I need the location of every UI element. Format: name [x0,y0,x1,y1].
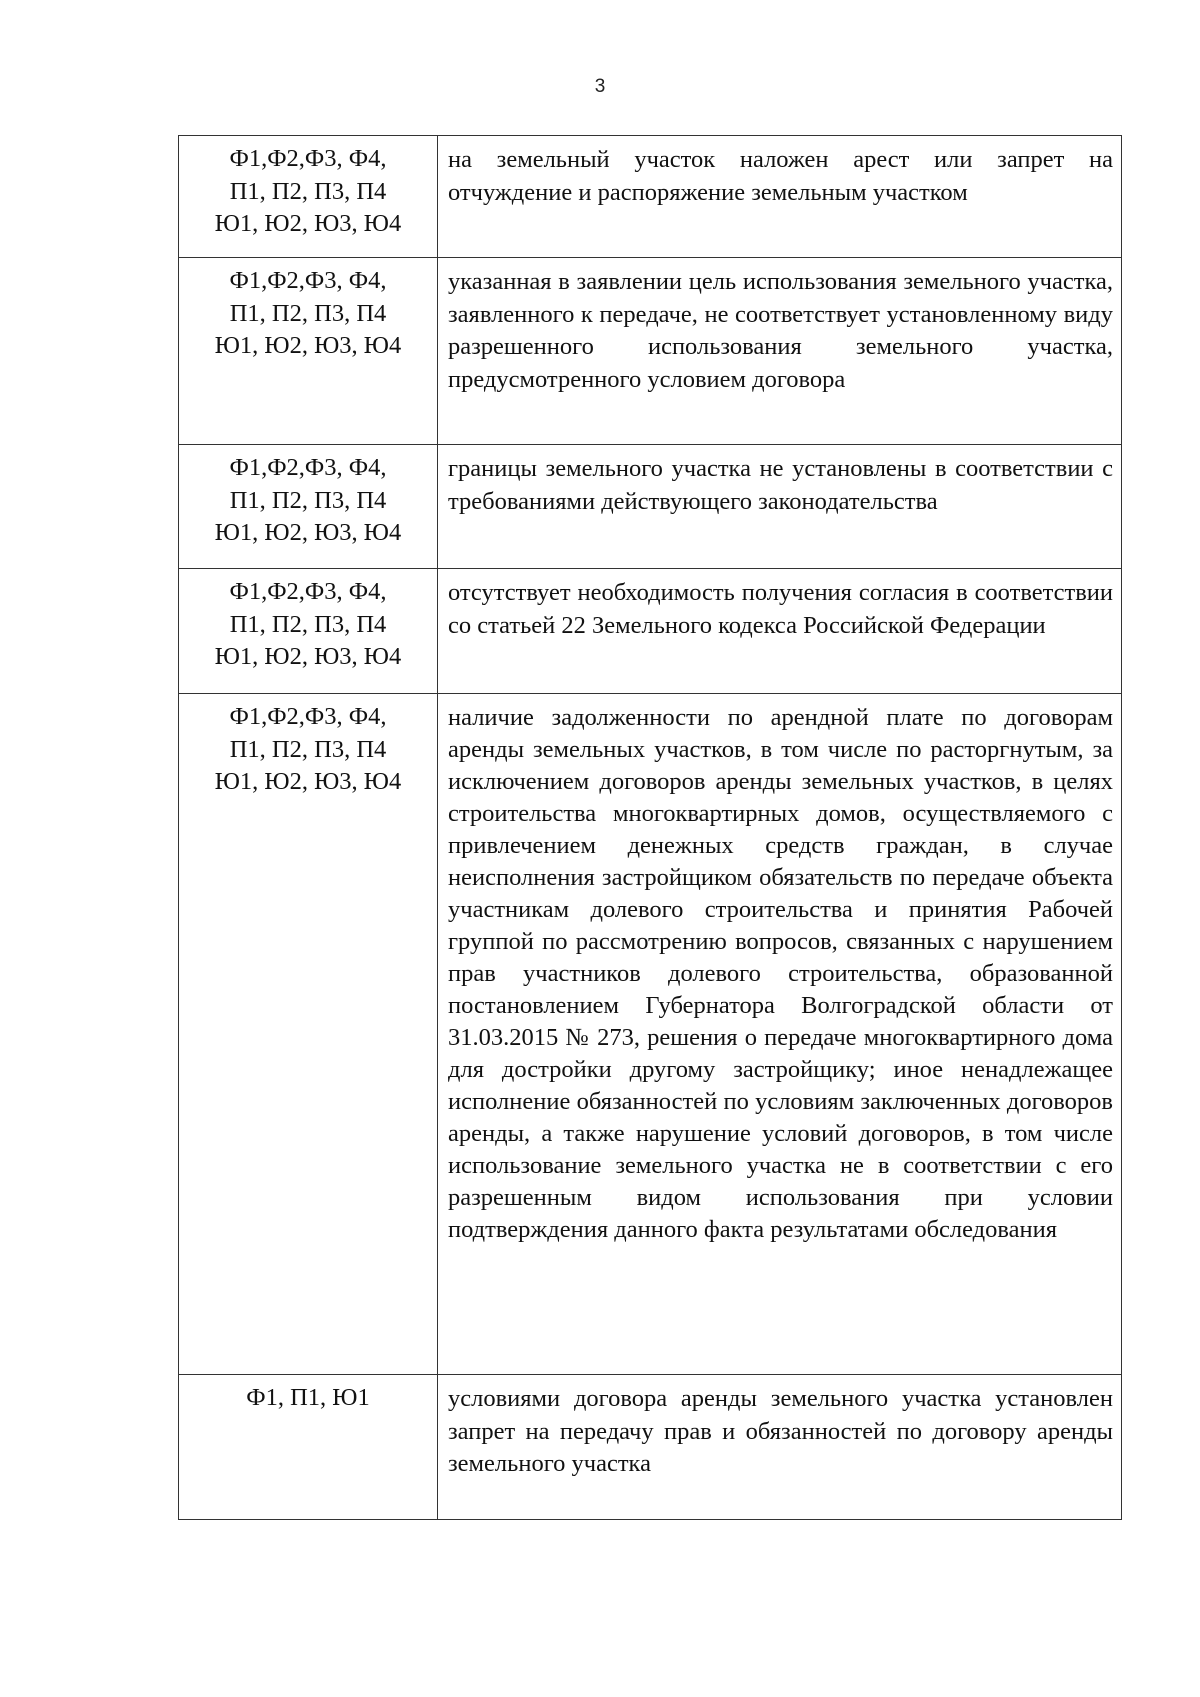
table-row [179,445,1122,569]
table-row [179,136,1122,258]
code-line: П1, П2, П3, П4 [229,486,387,514]
condition-text: условиями договора аренды земельного участка установлен запрет на передачу прав и обязанностей по договору аренды земельного участка [438,1375,1122,1520]
applicant-codes-cell [179,1375,438,1520]
table-row [179,569,1122,694]
code-line: Ф1,Ф2,Ф3, Ф4, [229,145,387,172]
code-line: Ф1,Ф2,Ф3, Ф4, [229,703,387,730]
code-line: Ю1, Ю2, Ю3, Ю4 [214,768,402,795]
applicant-codes-cell [179,258,438,445]
applicant-codes-cell [179,569,438,694]
condition-text: отсутствует необходимость получения согласия в соответствии со статьей 22 Земельного кодекса Российской Федерации [438,569,1122,694]
code-line: П1, П2, П3, П4 [229,735,387,763]
code-line: Ф1,Ф2,Ф3, Ф4, [229,454,387,481]
applicant-codes-cell [179,445,438,569]
condition-text: наличие задолженности по арендной плате по договорам аренды земельных участков, в том числе по расторгнутым, за исключением договоров аренды земельных участков, в целях строительства многоквартирных домов, осуществляемого с привлечением денежных средств граждан, в случае неисполнения застройщиком обязательств по передаче объекта участникам долевого строительства и принятия Рабочей группой по рассмотрению вопросов, связанных с нарушением прав участников долевого строительства, образованной постановлением Губернатора Волгоградской области от 31.03.2015 № 273, решения о передаче многоквартирного дома для достройки другому застройщику; иное ненадлежащее исполнение обязанностей по условиям заключенных договоров аренды, а также нарушение условий договоров, в том числе использование земельного участка не в соответствии с его разрешенным видом использования при условии подтверждения данного факта результатами обследования [438,694,1122,1375]
condition-text: на земельный участок наложен арест или запрет на отчуждение и распоряжение земельным участком [438,136,1122,258]
code-line: Ф1, П1, Ю1 [246,1384,370,1411]
conditions-table [178,135,1122,1520]
code-line: П1, П2, П3, П4 [229,610,387,638]
page-number: 3 [594,76,606,97]
table-row [179,258,1122,445]
table-row [179,694,1122,1375]
code-line: Ф1,Ф2,Ф3, Ф4, [229,578,387,605]
code-line: П1, П2, П3, П4 [229,177,387,205]
table-row [179,1375,1122,1520]
condition-text: границы земельного участка не установлены в соответствии с требованиями действующего законодательства [438,445,1122,569]
code-line: Ю1, Ю2, Ю3, Ю4 [214,519,402,546]
condition-text: указанная в заявлении цель использования земельного участка, заявленного к передаче, не соответствует установленному виду разрешенного использования земельного участка, предусмотренного условием договора [438,258,1122,445]
code-line: Ю1, Ю2, Ю3, Ю4 [214,332,402,359]
applicant-codes-cell [179,694,438,1375]
code-line: Ф1,Ф2,Ф3, Ф4, [229,267,387,294]
code-line: Ю1, Ю2, Ю3, Ю4 [214,643,402,670]
code-line: П1, П2, П3, П4 [229,299,387,327]
code-line: Ю1, Ю2, Ю3, Ю4 [214,210,402,237]
applicant-codes-cell [179,136,438,258]
